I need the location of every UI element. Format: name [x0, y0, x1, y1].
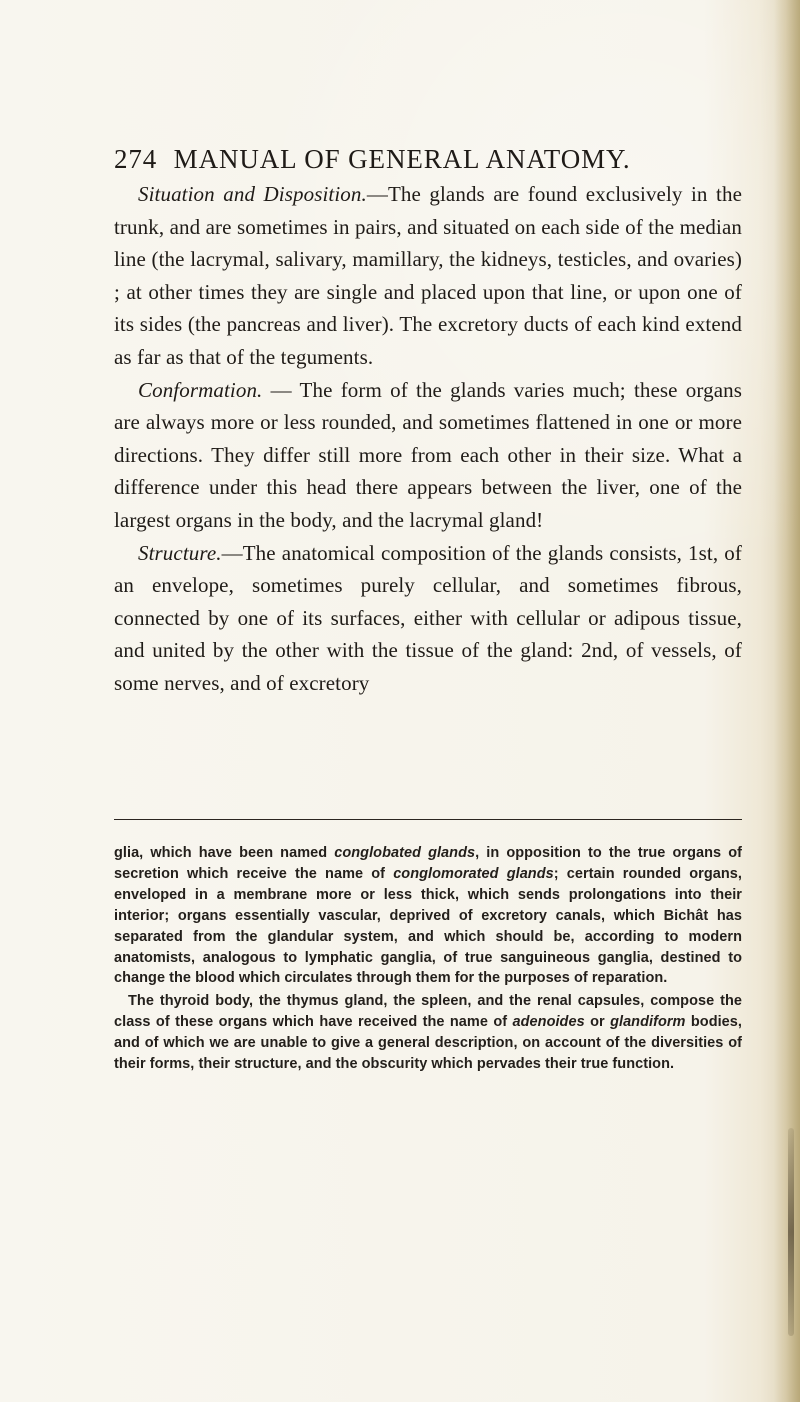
situation-paragraph: Situation and Disposition.—The glands are found exclusively in the trunk, and are sometimes in pairs, and situated on each side of the median line (the lacrymal, salivary, mamillary, the kidneys, testicles, and ovaries) ; at other times they are single and placed upon that line, or upon one of its sides (the pancreas and liver). The excretory ducts of each kind extend as far as that of the teguments.: [114, 182, 742, 369]
binding-mark: [788, 1128, 794, 1336]
structure-paragraph: Structure.—The anatomical composition of the glands consists, 1st, of an envelope, sometimes purely cellular, and sometimes fibrous, connected by one of its surfaces, either with cellular or adipous tissue, and united by the other with the tissue of the gland: 2nd, of vessels, of some nerves, and of excretory: [114, 540, 742, 695]
page-number: 274: [114, 144, 158, 174]
conformation-text: The form of the glands varies much; these organs are always more or less rounded, and sometimes flattened in one or more directions. They differ still more from each other in their size. What a difference under this head there appears between the liver, one of the largest organs in the body, and the lacrymal gland!: [114, 377, 743, 532]
page-edge: [774, 0, 800, 1402]
conformation-paragraph: Conformation. — The form of the glands varies much; these organs are always more or less rounded, and sometimes flattened in one or more directions. They differ still more from each other in their size. What a difference under this head there appears between the liver, one of the largest organs in the body, and the lacrymal gland!: [114, 377, 743, 532]
situation-heading: Situation and Disposition.: [138, 182, 367, 206]
footnote-paragraph-2: [114, 991, 742, 1075]
footnote-1-term-2: conglomorated glands: [393, 865, 554, 882]
footnote-1-part-3: ; certain rounded organs, enveloped in a membrane more or less thick, which sends prolongations into their interior; organs essentially vascular, deprived of excretory canals, which Bichât has separated from the glandular system, and which should be, according to modern anatomists, analogous to lymphatic ganglia, of true sanguineous ganglia, destined to change the blood which circulates through them for the purposes of reparation.: [114, 865, 742, 987]
footnote-2-part-1: The thyroid body, the thymus gland, the spleen, and the renal capsules, compose the class of these organs which have received the name of: [114, 993, 742, 1031]
structure-heading: Structure.: [138, 540, 222, 565]
footnote-divider: [114, 819, 742, 820]
structure-text: The anatomical composition of the glands consists, 1st, of an envelope, sometimes purely cellular, and sometimes fibrous, connected by one of its surfaces, either with cellular or adipous tissue, and united by the other with the tissue of the gland: 2nd, of vessels, of some nerves, and of excretory: [114, 540, 742, 695]
footnotes: [114, 843, 742, 1075]
running-head: MANUAL OF GENERAL ANATOMY.: [173, 144, 631, 174]
footnote-1-part-2: , in opposition to the true organs of secretion which receive the name of: [114, 845, 742, 882]
footnote-1-term-1: conglobated glands: [334, 845, 476, 861]
page-header: [114, 144, 654, 175]
footnote-2-part-2: or: [584, 1014, 611, 1031]
footnote-2-part-3: bodies, and of which we are unable to give a general description, on account of the diversities of their forms, their structure, and the obscurity which pervades their true function.: [114, 1014, 742, 1073]
footnote-2-term-1: adenoides: [512, 1014, 585, 1031]
footnote-paragraph-1: [114, 843, 742, 989]
footnote-1-part-1: glia, which have been named: [114, 845, 335, 861]
situation-text: The glands are found exclusively in the trunk, and are sometimes in pairs, and situated on each side of the median line (the lacrymal, salivary, mamillary, the kidneys, testicles, and ovaries) ; at other times they are single and placed upon that line, or upon one of its sides (the pancreas and liver). The excretory ducts of each kind extend as far as that of the teguments.: [114, 182, 742, 369]
conformation-heading: Conformation.: [138, 377, 263, 402]
main-text: [114, 178, 742, 700]
footnote-2-term-2: glandiform: [610, 1014, 686, 1031]
